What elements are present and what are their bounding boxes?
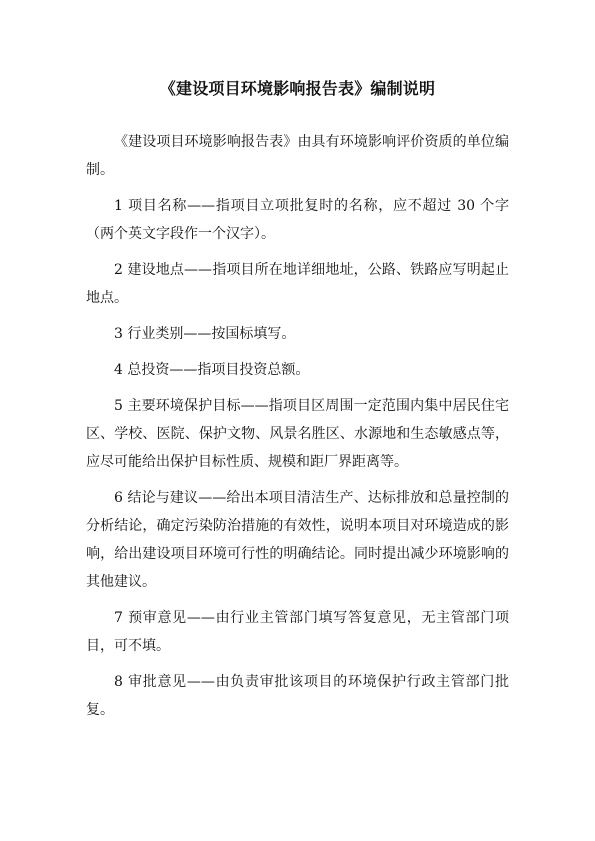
paragraph-project-name: 1 项目名称——指项目立项批复时的名称，应不超过 30 个字（两个英文字段作一个汉字）。: [86, 198, 509, 242]
document-body: [86, 128, 509, 724]
paragraph-conclusion-suggestions: 6 结论与建议——给出本项目清洁生产、达标排放和总量控制的分析结论，确定污染防治措施的有效性，说明本项目对环境造成的影响，给出建设项目环境可行性的明确结论。同时提出减少环境影响的其他建议。: [86, 490, 509, 590]
document-title: 《建设项目环境影响报告表》编制说明: [159, 79, 436, 98]
paragraph-approval-opinion: 8 审批意见——由负责审批该项目的环境保护行政主管部门批复。: [86, 674, 509, 718]
paragraph-pre-review-opinion: 7 预审意见——由行业主管部门填写答复意见，无主管部门项目，可不填。: [86, 610, 509, 654]
paragraph-total-investment: 4 总投资——指项目投资总额。: [114, 362, 310, 378]
paragraph-intro: 《建设项目环境影响报告表》由具有环境影响评价资质的单位编制。: [86, 134, 509, 178]
paragraph-construction-site: 2 建设地点——指项目所在地详细地址，公路、铁路应写明起止地点。: [86, 262, 509, 306]
paragraph-protection-targets: 5 主要环境保护目标——指项目区周围一定范围内集中居民住宅区、学校、医院、保护文物、风景名胜区、水源地和生态敏感点等，应尽可能给出保护目标性质、规模和距厂界距离等。: [86, 398, 509, 470]
paragraph-industry-category: 3 行业类别——按国标填写。: [114, 326, 296, 342]
